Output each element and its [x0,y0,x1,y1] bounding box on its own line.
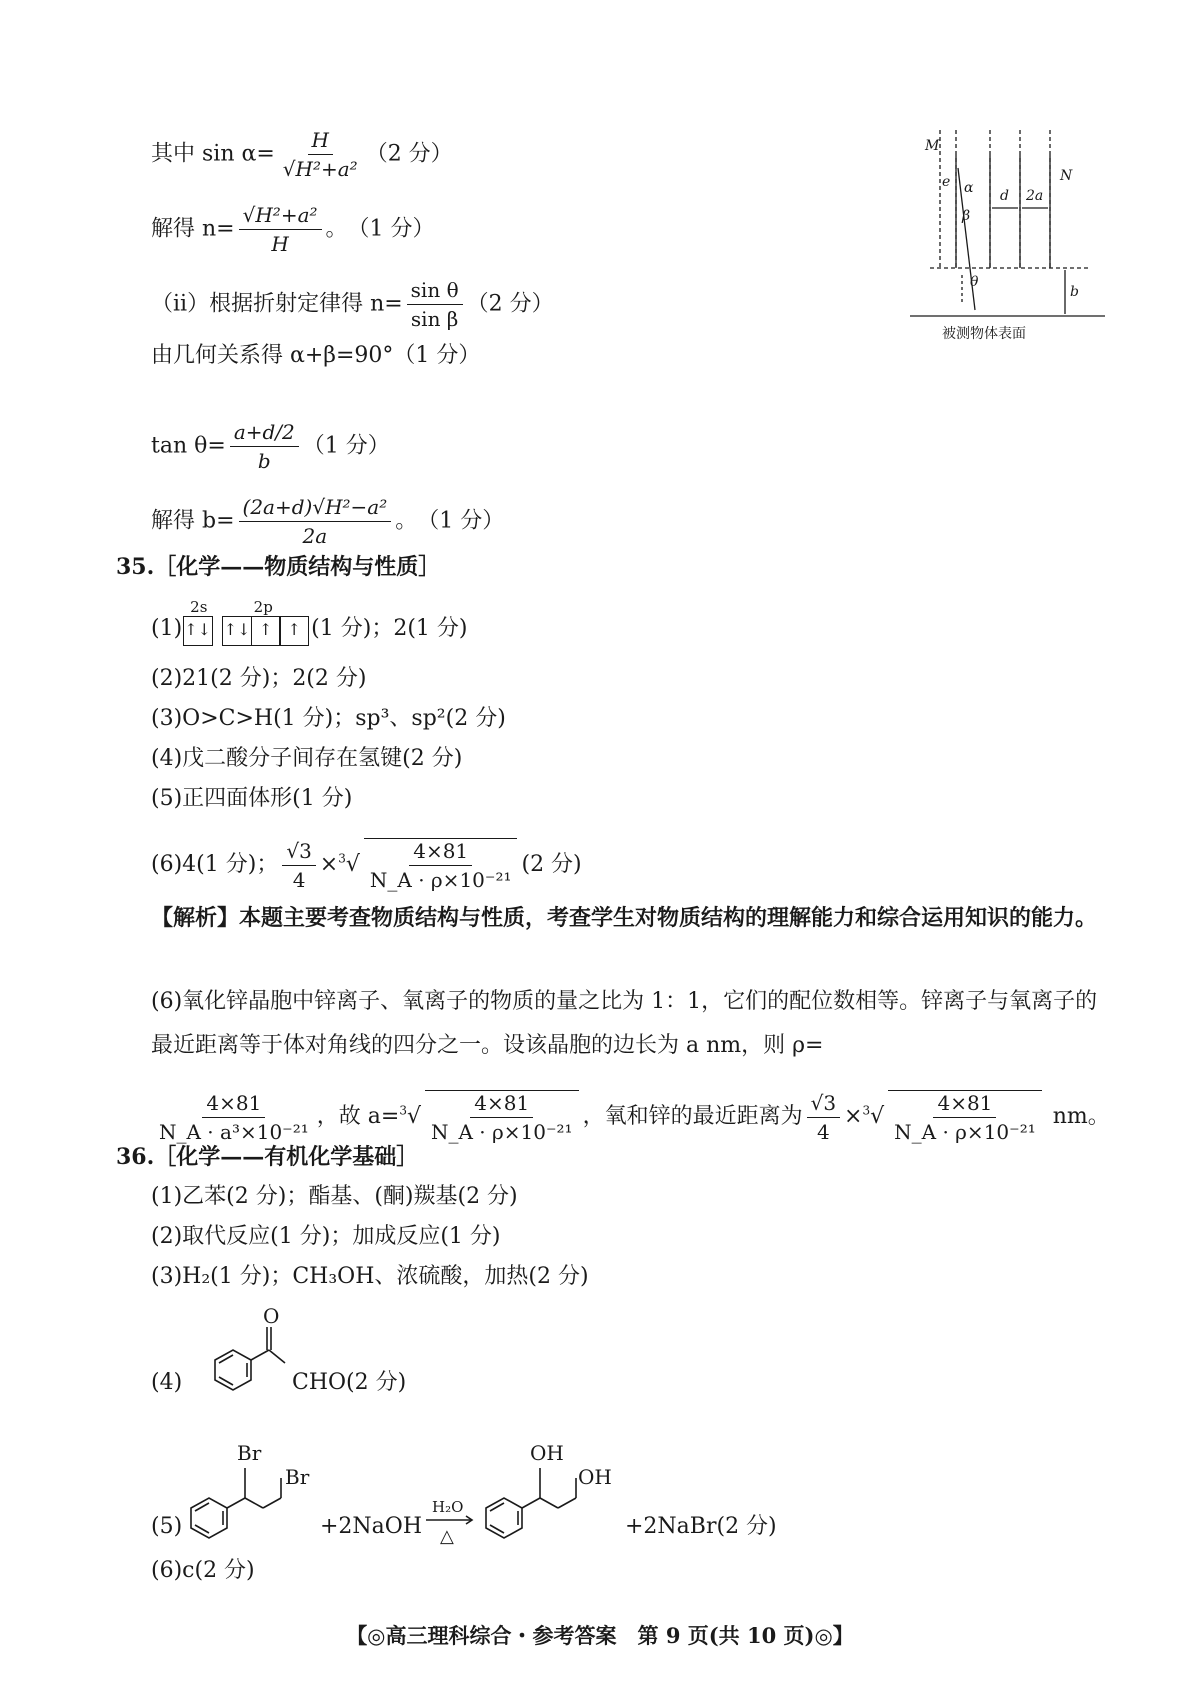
diol-structure [480,1428,620,1548]
q36-title: 36.［化学——有机化学基础］ [116,1144,419,1170]
dibromide-structure [185,1428,325,1548]
svg-text:OH: OH [530,1441,564,1465]
svg-text:△: △ [440,1526,454,1547]
svg-text:Br: Br [285,1465,310,1489]
q35-a1: (1) 2s ↑↓ 2p ↑↓ ↑ ↑ (1 分)；2(1 分) [151,614,467,644]
label-2a: 2a [1026,188,1044,204]
label-d: d [1000,188,1009,204]
q36-a1: (1)乙苯(2 分)；酯基、(酮)羰基(2 分) [151,1184,518,1209]
physics-line-1: 其中 sin α= $\frac{H}{\text{√H²+a²}}$ （2 分） [151,128,453,181]
q36-a6: (6)c(2 分) [151,1558,255,1583]
physics-line-6: 解得 b= $\frac{\text{(2a+d)√H²−a²}}{2a}$ 。 （1 分） [151,495,505,548]
label-b: b [1070,284,1079,300]
q35-a3: (3)O>C>H(1 分)；sp³、sp²(2 分) [151,706,506,731]
label-m: M [925,138,940,154]
q35-analysis-p2: $\frac{4\times 81}{\text{N\_A · a³×10⁻²¹}}$ ，故 a=$^3$√ $\frac{4\times 81}{\text{N\_A · ρ×10⁻²¹}}$ ，氧和锌的最近距离为 $\frac{√3}{4}$ ×$^3$√ $\frac{4\times 81}{\text{N\_A · ρ×10⁻²¹}}$ nm。 [159,1090,1110,1144]
label-alpha: α [964,180,974,196]
q36-a5-reagent: +2NaOH [320,1514,423,1539]
label-beta: β [962,208,971,224]
physics-line-5: tan θ= $\frac{a+d/2}{b}$ （1 分） [151,420,390,473]
svg-text:H₂O: H₂O [432,1498,464,1516]
q36-a3: (3)H₂(1 分)；CH₃OH、浓硫酸，加热(2 分) [151,1264,589,1289]
physics-line-4: 由几何关系得 α+β=90°（1 分） [151,343,481,368]
q35-a2: (2)21(2 分)；2(2 分) [151,666,367,691]
q36-a2: (2)取代反应(1 分)；加成反应(1 分) [151,1224,501,1249]
svg-text:O: O [263,1305,280,1328]
label-e: e [942,174,951,190]
q36-a4-prefix: (4) [151,1370,183,1395]
figure-caption: 被测物体表面 [942,326,1026,342]
q36-a4-suffix: CHO(2 分) [292,1370,407,1395]
q35-title: 35.［化学——物质结构与性质］ [116,554,441,580]
reaction-arrow [424,1490,476,1550]
q35-a6: (6)4(1 分)； $\frac{√3}{4}$ ×$^3$√ $\frac{4\times 81}{\text{N\_A · ρ×10⁻²¹}}$ (2 分) [151,838,582,892]
physics-line-2: 解得 n= $\frac{\text{√H²+a²}}{H}$ 。 （1 分） [151,203,435,256]
svg-text:OH: OH [578,1465,612,1489]
q35-a4: (4)戊二酸分子间存在氢键(2 分) [151,746,463,771]
q36-a5-prefix: (5) [151,1514,183,1539]
svg-text:Br: Br [237,1441,262,1465]
label-theta: θ [970,274,979,290]
label-n: N [1060,168,1073,184]
q35-a5: (5)正四面体形(1 分) [151,786,353,811]
benzaldehyde-ketone-structure [185,1305,295,1415]
q35-analysis-head: 【解析】本题主要考查物质结构与性质，考查学生对物质结构的理解能力和综合运用知识的能力。 [151,905,1098,931]
page-footer: 【◎高三理科综合・参考答案 第 9 页(共 10 页)◎】 [346,1623,854,1648]
q36-a5-product: +2NaBr(2 分) [625,1514,777,1539]
physics-line-3: （ⅱ）根据折射定律得 n= $\frac{\text{sin θ}}{\text{sin β}}$ （2 分） [151,278,554,331]
q35-analysis-p1: (6)氧化锌晶胞中锌离子、氧离子的物质的量之比为 1：1，它们的配位数相等。锌离子与氧离子的最近距离等于体对角线的四分之一。设该晶胞的边长为 a nm，则 ρ= [151,989,1098,1058]
optics-figure [890,120,1110,360]
